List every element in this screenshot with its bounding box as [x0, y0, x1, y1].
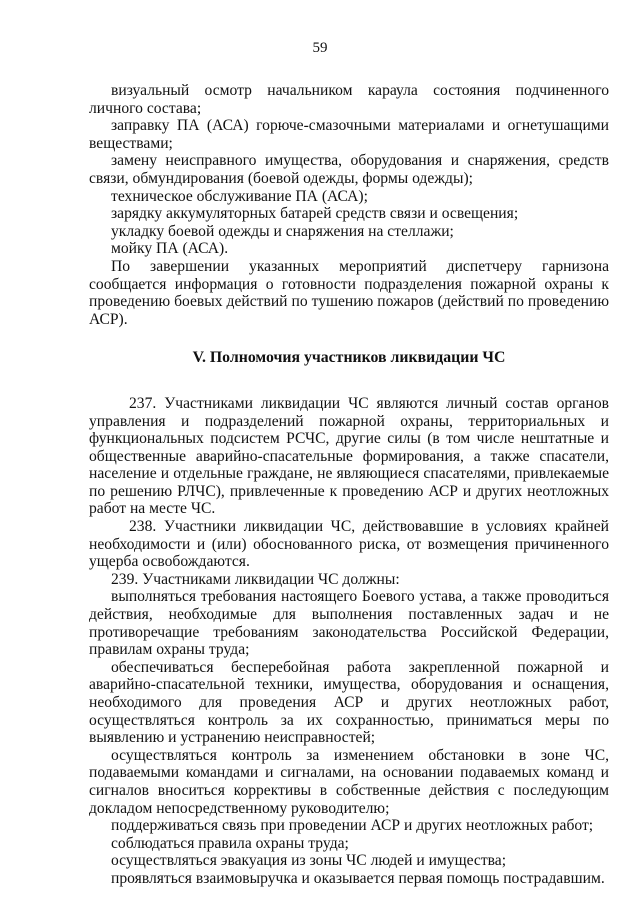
- paragraph: По завершении указанных мероприятий диспетчеру гарнизона сообщается информация о готовности подразделения пожарной охраны к проведению боевых действий по тушению пожаров (действий по проведению АСР).: [89, 257, 609, 328]
- list-item: осуществляться эвакуация из зоны ЧС людей и имущества;: [111, 852, 507, 870]
- page-number: 59: [312, 40, 328, 56]
- paragraph: зарядку аккумуляторных батарей средств связи и освещения;: [111, 205, 519, 223]
- paragraph: техническое обслуживание ПА (АСА);: [111, 187, 368, 205]
- document-body: [89, 82, 609, 888]
- paragraph: укладку боевой одежды и снаряжения на стеллажи;: [111, 222, 454, 240]
- list-item: поддерживаться связь при проведении АСР и других неотложных работ;: [111, 817, 594, 835]
- paragraph: мойку ПА (АСА).: [111, 240, 229, 258]
- paragraph: замену неисправного имущества, оборудования и снаряжения, средств связи, обмундирования (боевой одежды, формы одежды);: [89, 152, 609, 187]
- paragraph: заправку ПА (АСА) горюче-смазочными материалами и огнетушащими веществами;: [89, 117, 609, 152]
- list-item: выполняться требования настоящего Боевого устава, а также проводиться действия, необходимые для выполнения поставленных задач и не противоречащие требованиям законодательства Российской Федерации, правилам охраны труда;: [89, 588, 609, 659]
- list-item: соблюдаться правила охраны труда;: [111, 834, 349, 852]
- paragraph-237: 237. Участниками ликвидации ЧС являются личный состав органов управления и подразделений пожарной охраны, территориальных и функциональных подсистем РСЧС, другие силы (в том числе нештатные и общественные аварийно-спасательные формирования, а также спасатели, население и отдельные граждане, не являющиеся спасателями, привлекаемые по решению РЛЧС), привлеченные к проведению АСР и других неотложных работ на месте ЧС.: [89, 394, 609, 518]
- section-heading: V. Полномочия участников ликвидации ЧС: [192, 349, 506, 367]
- paragraph-238: 238. Участники ликвидации ЧС, действовавшие в условиях крайней необходимости и (или) обоснованного риска, от возмещения причиненного ущерба освобождаются.: [89, 518, 609, 571]
- list-item: проявляться взаимовыручка и оказывается первая помощь пострадавшим.: [111, 869, 605, 887]
- paragraph-239: 239. Участниками ликвидации ЧС должны:: [111, 570, 400, 588]
- paragraph: визуальный осмотр начальником караула состояния подчиненного личного состава;: [89, 82, 609, 117]
- list-item: осуществляться контроль за изменением обстановки в зоне ЧС, подаваемыми командами и сигналами, на основании подаваемых команд и сигналов вноситься коррективы в собственные действия с последующим докладом непосредственному руководителю;: [89, 746, 609, 817]
- list-item: обеспечиваться бесперебойная работа закрепленной пожарной и аварийно-спасательной техники, имущества, оборудования и оснащения, необходимого для проведения АСР и других неотложных работ, осуществляться контроль за их сохранностью, приниматься меры по выявлению и устранению неисправностей;: [89, 658, 609, 747]
